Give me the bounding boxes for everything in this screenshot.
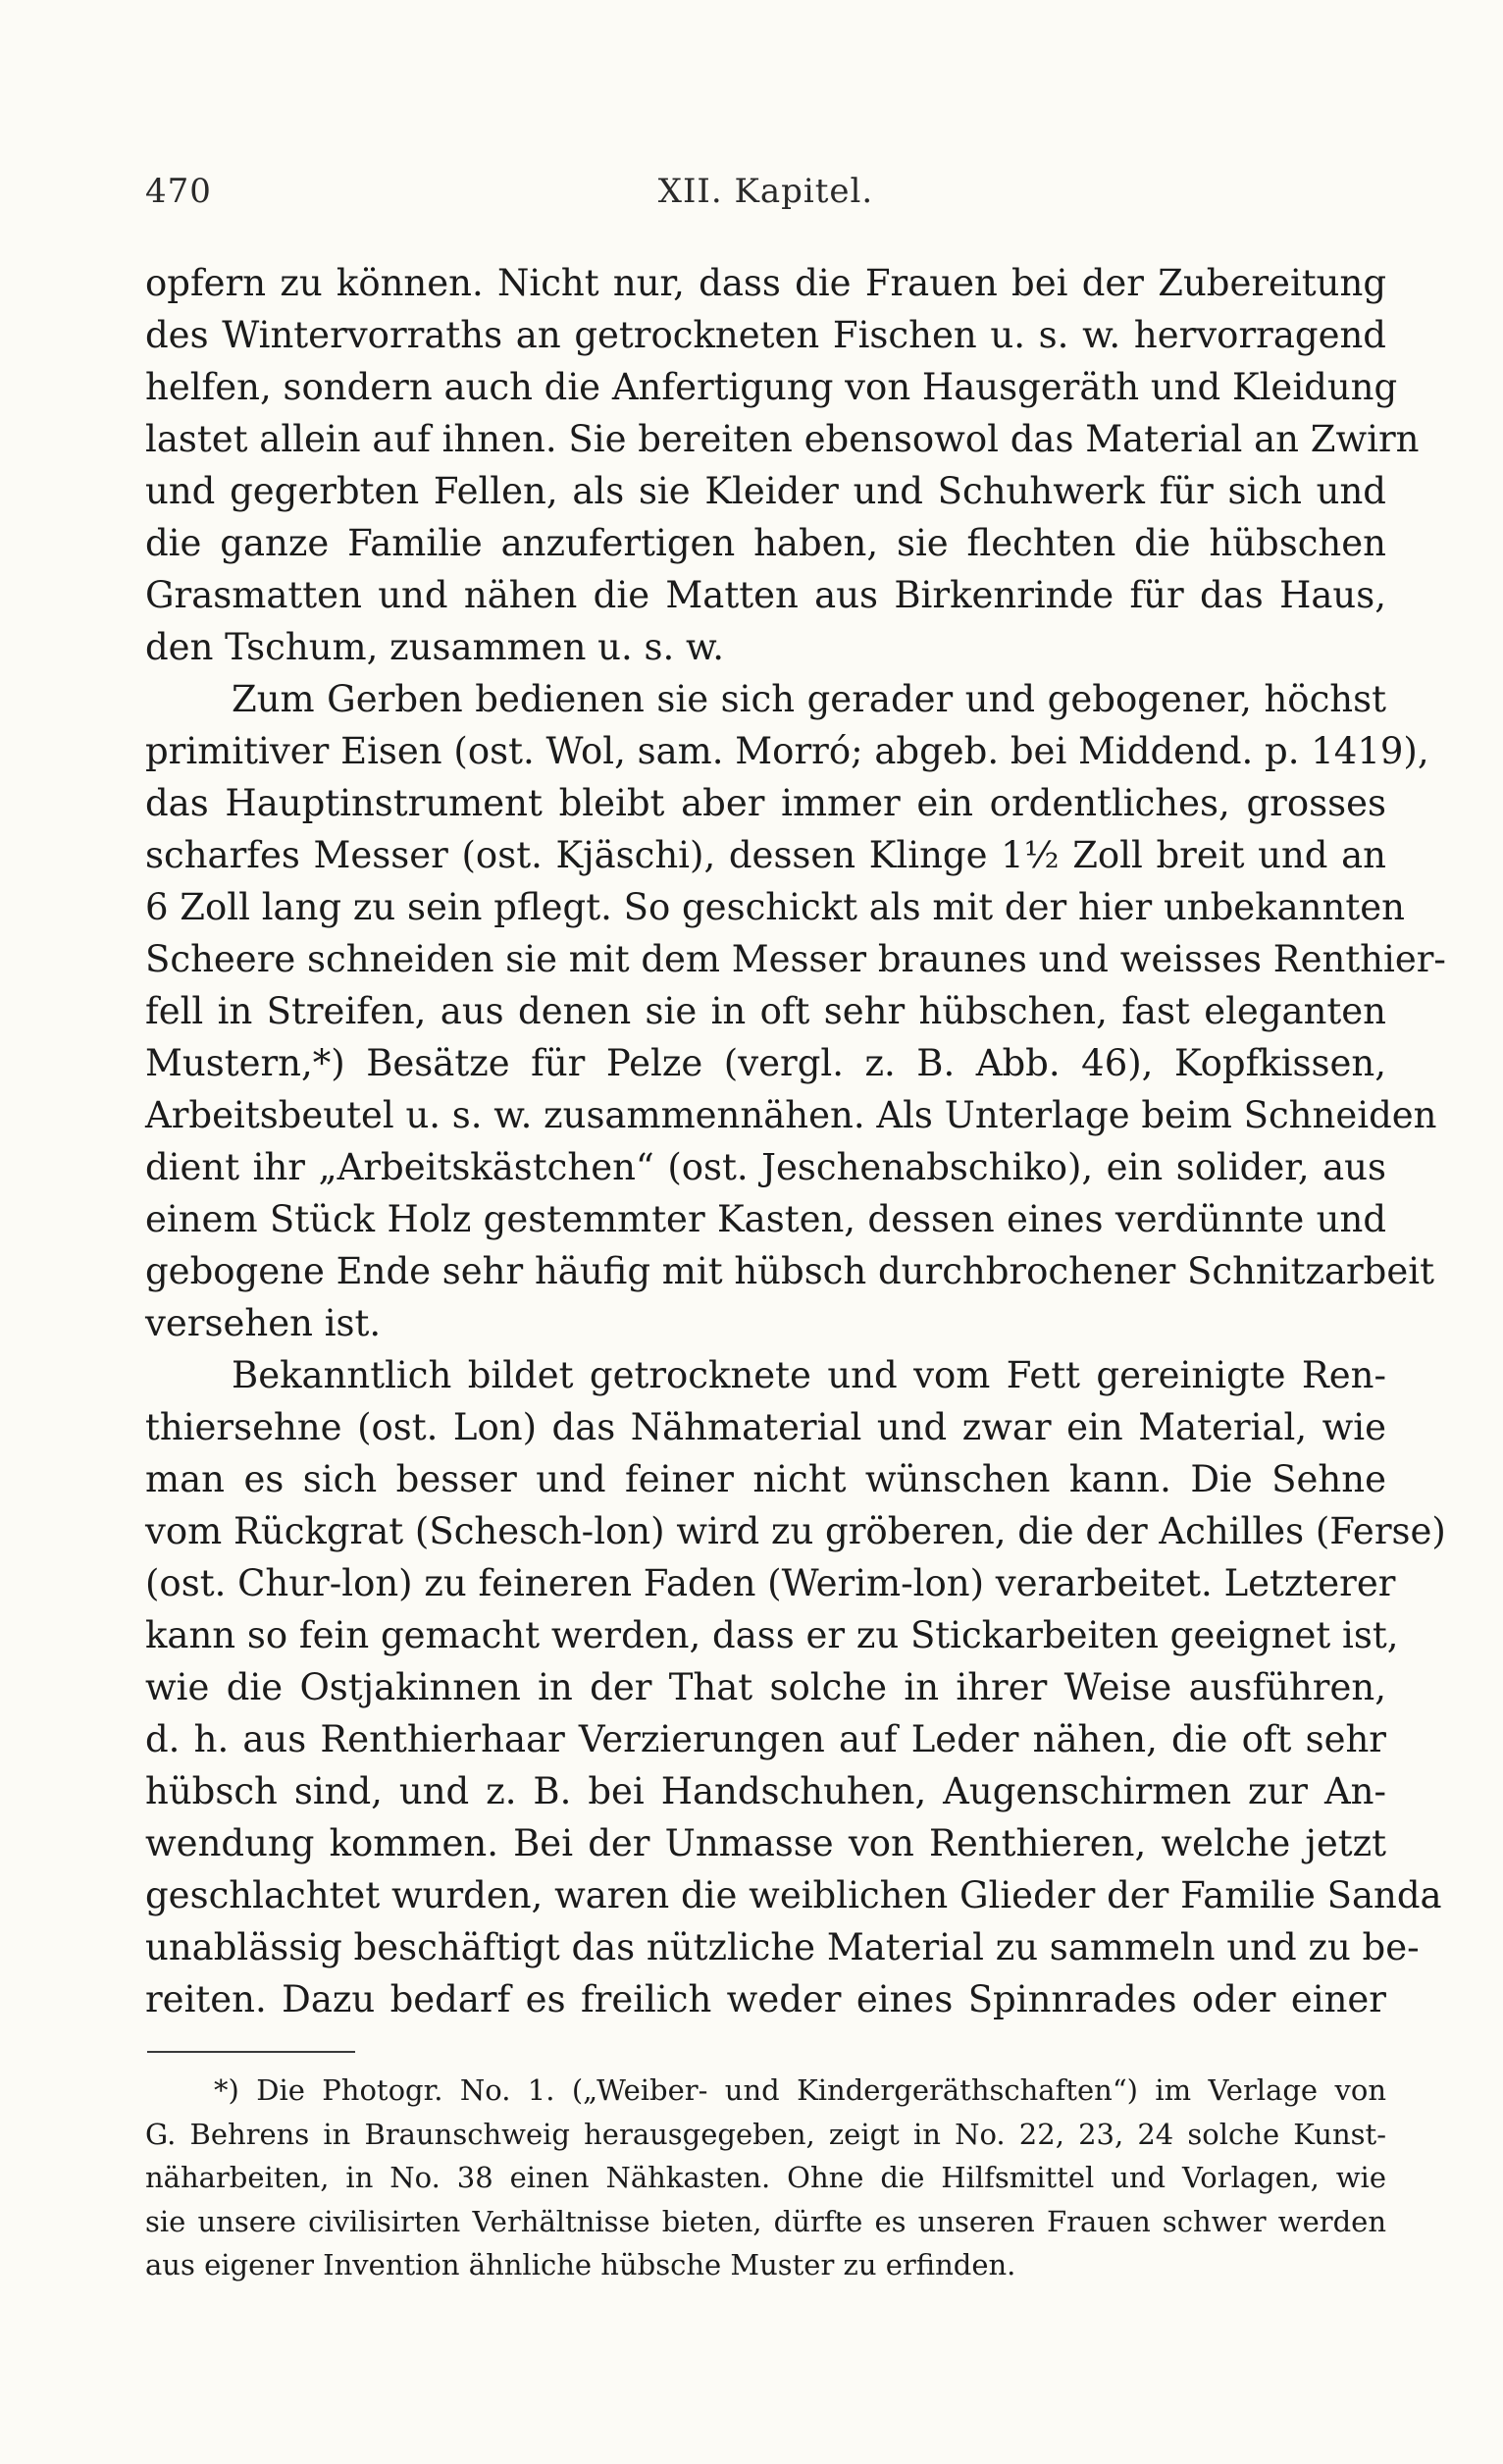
text-line: primitiver Eisen (ost. Wol, sam. Morró; abgeb. bei Middend. p. 1419), (145, 730, 1429, 772)
page-header (145, 167, 1386, 216)
text-line: Arbeitsbeutel u. s. w. zusammennähen. Als Unterlage beim Schneiden (145, 1094, 1437, 1136)
text-line: Zum Gerben bedienen sie sich gerader und gebogener, höchst (232, 678, 1386, 720)
text-line: man es sich besser und feiner nicht wünschen kann. Die Sehne (145, 1458, 1386, 1500)
running-head: XII. Kapitel. (657, 172, 874, 211)
text-line: Grasmatten und nähen die Matten aus Birkenrinde für das Haus, (145, 574, 1386, 616)
text-line: opfern zu können. Nicht nur, dass die Frauen bei der Zubereitung (145, 262, 1386, 304)
footnote-divider (147, 2051, 355, 2053)
text-line: wie die Ostjakinnen in der That solche in ihrer Weise ausführen, (145, 1666, 1386, 1708)
text-line: kann so fein gemacht werden, dass er zu Stickarbeiten geeignet ist, (145, 1614, 1399, 1656)
text-line: reiten. Dazu bedarf es freilich weder eines Spinnrades oder einer (145, 1978, 1386, 2020)
text-line: des Wintervorraths an getrockneten Fischen u. s. w. hervorragend (145, 314, 1386, 356)
footnote-line: G. Behrens in Braunschweig herausgegeben, zeigt in No. 22, 23, 24 solche Kunst- (145, 2117, 1386, 2151)
text-line: das Hauptinstrument bleibt aber immer ein ordentliches, grosses (145, 782, 1386, 824)
footnote-line: sie unsere civilisirten Verhältnisse bieten, dürfte es unseren Frauen schwer werden (145, 2204, 1386, 2238)
text-line: Bekanntlich bildet getrocknete und vom Fett gereinigte Ren- (232, 1354, 1386, 1396)
text-line: einem Stück Holz gestemmter Kasten, dessen eines verdünnte und (145, 1198, 1386, 1240)
text-line: den Tschum, zusammen u. s. w. (145, 626, 725, 668)
text-line: wendung kommen. Bei der Unmasse von Renthieren, welche jetzt (145, 1822, 1386, 1864)
text-line: (ost. Chur-lon) zu feineren Faden (Werim-lon) verarbeitet. Letzterer (145, 1562, 1396, 1604)
text-line: vom Rückgrat (Schesch-lon) wird zu gröberen, die der Achilles (Ferse) (145, 1510, 1446, 1552)
text-line: geschlachtet wurden, waren die weiblichen Glieder der Familie Sanda (145, 1874, 1442, 1916)
footnote-line: näharbeiten, in No. 38 einen Nähkasten. Ohne die Hilfsmittel und Vorlagen, wie (145, 2161, 1386, 2194)
text-line: und gegerbten Fellen, als sie Kleider und Schuhwerk für sich und (145, 470, 1386, 512)
text-line: hübsch sind, und z. B. bei Handschuhen, Augenschirmen zur An- (145, 1770, 1386, 1812)
text-line: die ganze Familie anzufertigen haben, sie flechten die hübschen (145, 522, 1386, 564)
text-line: Scheere schneiden sie mit dem Messer braunes und weisses Renthier- (145, 938, 1446, 980)
text-line: Mustern,*) Besätze für Pelze (vergl. z. B. Abb. 46), Kopfkissen, (145, 1042, 1386, 1084)
footnote-line: aus eigener Invention ähnliche hübsche Muster zu erfinden. (145, 2248, 1016, 2281)
text-line: d. h. aus Renthierhaar Verzierungen auf Leder nähen, die oft sehr (145, 1718, 1386, 1760)
text-line: lastet allein auf ihnen. Sie bereiten ebensowol das Material an Zwirn (145, 418, 1420, 460)
text-line: thiersehne (ost. Lon) das Nähmaterial und zwar ein Material, wie (145, 1406, 1386, 1448)
page-number: 470 (145, 172, 212, 211)
body-text (145, 257, 1446, 2025)
text-line: versehen ist. (145, 1302, 382, 1344)
text-line: scharfes Messer (ost. Kjäschi), dessen Klinge 1½ Zoll breit und an (145, 834, 1386, 876)
text-line: helfen, sondern auch die Anfertigung von Hausgeräth und Kleidung (145, 366, 1398, 408)
footnote-line: *) Die Photogr. No. 1. („Weiber- und Kindergeräthschaften“) im Verlage von (214, 2073, 1386, 2107)
footnote (145, 2069, 1386, 2287)
text-line: unablässig beschäftigt das nützliche Material zu sammeln und zu be- (145, 1926, 1420, 1968)
text-line: dient ihr „Arbeitskästchen“ (ost. Jeschenabschiko), ein solider, aus (145, 1146, 1386, 1188)
text-line: fell in Streifen, aus denen sie in oft sehr hübschen, fast eleganten (145, 990, 1386, 1032)
text-line: gebogene Ende sehr häufig mit hübsch durchbrochener Schnitzarbeit (145, 1250, 1434, 1292)
text-line: 6 Zoll lang zu sein pflegt. So geschickt als mit der hier unbekannten (145, 886, 1405, 928)
